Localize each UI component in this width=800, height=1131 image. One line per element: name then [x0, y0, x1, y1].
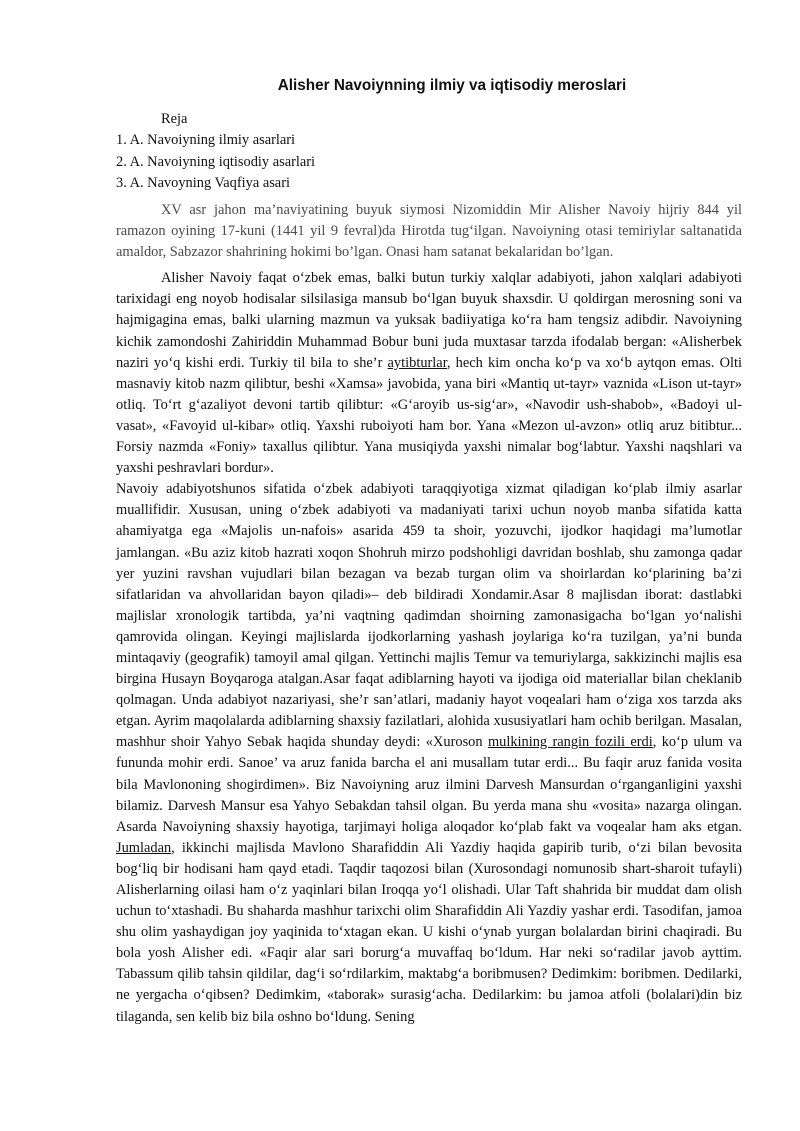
underlined-text: aytibturlar	[387, 354, 447, 371]
plan-item: 1. A. Navoiyning ilmiy asarlari	[116, 132, 296, 149]
paragraph-1	[116, 268, 742, 479]
underlined-text: mulkining rangin fozili erdi	[487, 734, 653, 751]
underlined-text: Jumladan	[116, 839, 172, 856]
paragraph-2	[116, 479, 742, 1027]
document-title: Alisher Navoiynning ilmiy va iqtisodiy meroslari	[277, 77, 627, 94]
text-run: , hech kim oncha ko‘p va xo‘b aytqon emas. Olti masnaviy kitob nazm qilibtur, beshi «Xamsa» javobida, yana biri «Mantiq ut-tayr» vaznida «Lison ut-tayr» otliq. To‘rt g‘azaliyot devoni tartib qilibtur: «G‘aroyib us-sig‘ar», «Navodir ush-shabob», «Badoyi ul-vasat», «Favoyid ul-kibar» otliq. Yaxshi ruboiyoti ham bor. Yana «Mezon ul-avzon» otliq aruz bitibtur... Forsiy nazmda «Foniy» taxallus qilibtur. Yana musiqiyda yaxshi nimalar bog‘labtur. Yaxshi naqshlari va yaxshi peshravlari bordur».	[116, 354, 742, 477]
plan-item: 3. A. Navoyning Vaqfiya asari	[116, 174, 290, 191]
text-run: Alisher Navoiy faqat o‘zbek emas, balki butun turkiy xalqlar adabiyoti, jahon xalqlari adabiyoti tarixidagi eng noyob hodisalar silsilasiga mansub bo‘lgan buyuk shaxsdir. U qoldirgan merosning soni va hajmigagina emas, balki ularning mazmun va yuksak badiiyatiga ko‘ra ham tengsiz adibdir. Navoiyning kichik zamondoshi Zahiriddin Muhammad Bobur buni juda muxtasar tarzda ifodalab bergan: «Alisherbek naziri yo‘q kishi erdi. Turkiy til bila to she’r	[116, 270, 742, 371]
text-run: , ikkinchi majlisda Mavlono Sharafiddin Ali Yazdiy haqida gapirib turib, o‘zi bilan bevosita bog‘liq bir hodisani ham qayd etadi. Taqdir taqozosi bilan (Xurosondagi nomunosib shart-sharoit tufayli) Alisherlarning oilasi ham o‘z yaqinlari bilan Iroqqa yo‘l olishadi. Ular Taft shahrida bir muddat dam olish uchun to‘xtashadi. Bu shaharda mashhur tarixchi olim Sharafiddin Ali Yazdiy yashar erdi. Tasodifan, jamoa shu olim yashaydigan joy yaqinida to‘xtagan ekan. U kishi o‘ynab yurgan bolalardan birini chaqiradi. Bu bola yosh Alisher edi. «Faqir alar sari borurg‘a muvaffaq bo‘ldum. Har neki so‘radilar javob ayttim. Tabassum qilib tahsin qildilar, dag‘i so‘rdilarkim, maktabg‘a boribmusen? Dedimkim: boribmen. Dedilarki, ne yergacha o‘qibsen? Dedimkim, «taborak» surasig‘acha. Dedilarkim: bu jamoa atfoli (bolalari)din biz tilaganda, sen kelib biz bila oshno bo‘ldung. Sening	[116, 839, 742, 1025]
text-run: , ko‘p ulum va fununda mohir erdi. Sanoe’ va aruz fanida barcha el ani musallam tutar erdi... Bu faqir aruz fanida vosita bila Mavlononing shogirdimen». Biz Navoiyning aruz ilmini Darvesh Mansurdan o‘rganganligini yaxshi bilamiz. Darvesh Mansur esa Yahyo Sebakdan tahsil olgan. Bu yerda mana shu «vosita» nazarga olingan. Asarda Navoiyning shaxsiy hayotiga, tarjimayi holiga aloqador ko‘plab fakt va voqealar ham aks etgan.	[116, 734, 743, 835]
intro-paragraph: XV asr jahon ma’naviyatining buyuk siymosi Nizomiddin Mir Alisher Navoiy hijriy 844 yil ramazon oyining 17-kuni (1441 yil 9 fevral)da Hirotda tug‘ilgan. Navoiyning otasi temiriylar saltanatida amaldor, Sabzazor shahrining hokimi bo’lgan. Onasi ham satanat bekalaridan bo’lgan.	[116, 202, 742, 261]
plan-heading: Reja	[161, 111, 188, 127]
text-run: Navoiy adabiyotshunos sifatida o‘zbek adabiyoti taraqqiyotiga xizmat qiladigan ko‘plab ilmiy asarlar muallifidir. Xususan, uning o‘zbek adabiyoti va madaniyati tarixi uchun noyob manba sifatida katta ahamiyatga ega «Majolis un-nafois» asarida 459 ta shoir, yozuvchi, ijodkor haqidagi ma’lumotlar jamlangan. «Bu aziz kitob hazrati xoqon Shohruh mirzo podshohligi davridan boshlab, shu zamonga qadar yer yuzini ravshan vujudlari bilan bezagan va bezab turgan olim va shoirlardan ko‘plarining ba’zi sifatlaridan va ahvollaridan bayon qiladi»– deb bildiradi Xondamir.Asar 8 majlisdan iborat: dastlabki majlislar xronologik tartibda, ya’ni vaqtning qadimdan shoirning zamonasigacha bo‘lgan yo‘nalishi qamrovida olingan. Keyingi majlislarda ijodkorlarning yashash joylariga ko‘ra tuzilgan, ya’ni bunda mintaqaviy (geografik) tamoyil amal qilgan. Yettinchi majlis Temur va temuriylarga, sakkizinchi majlis esa birgina Husayn Boyqaroga atalgan.Asar faqat adiblarning hayoti va ijodiga oid materiallar bilan cheklanib qolmagan. Unda adabiyot nazariyasi, she’r san’atlari, madaniy hayot voqealari ham o‘ziga xos tarzda aks etgan. Ayrim maqolalarda adiblarning shaxsiy fazilatlari, alohida xususiyatlari ham ochib berilgan. Masalan, mashhur shoir Yahyo Sebak haqida shunday deydi: «Xuroson	[116, 481, 742, 751]
body-text	[116, 200, 742, 1028]
plan-item: 2. A. Navoiyning iqtisodiy asarlari	[116, 153, 316, 170]
plan-section	[116, 109, 756, 194]
